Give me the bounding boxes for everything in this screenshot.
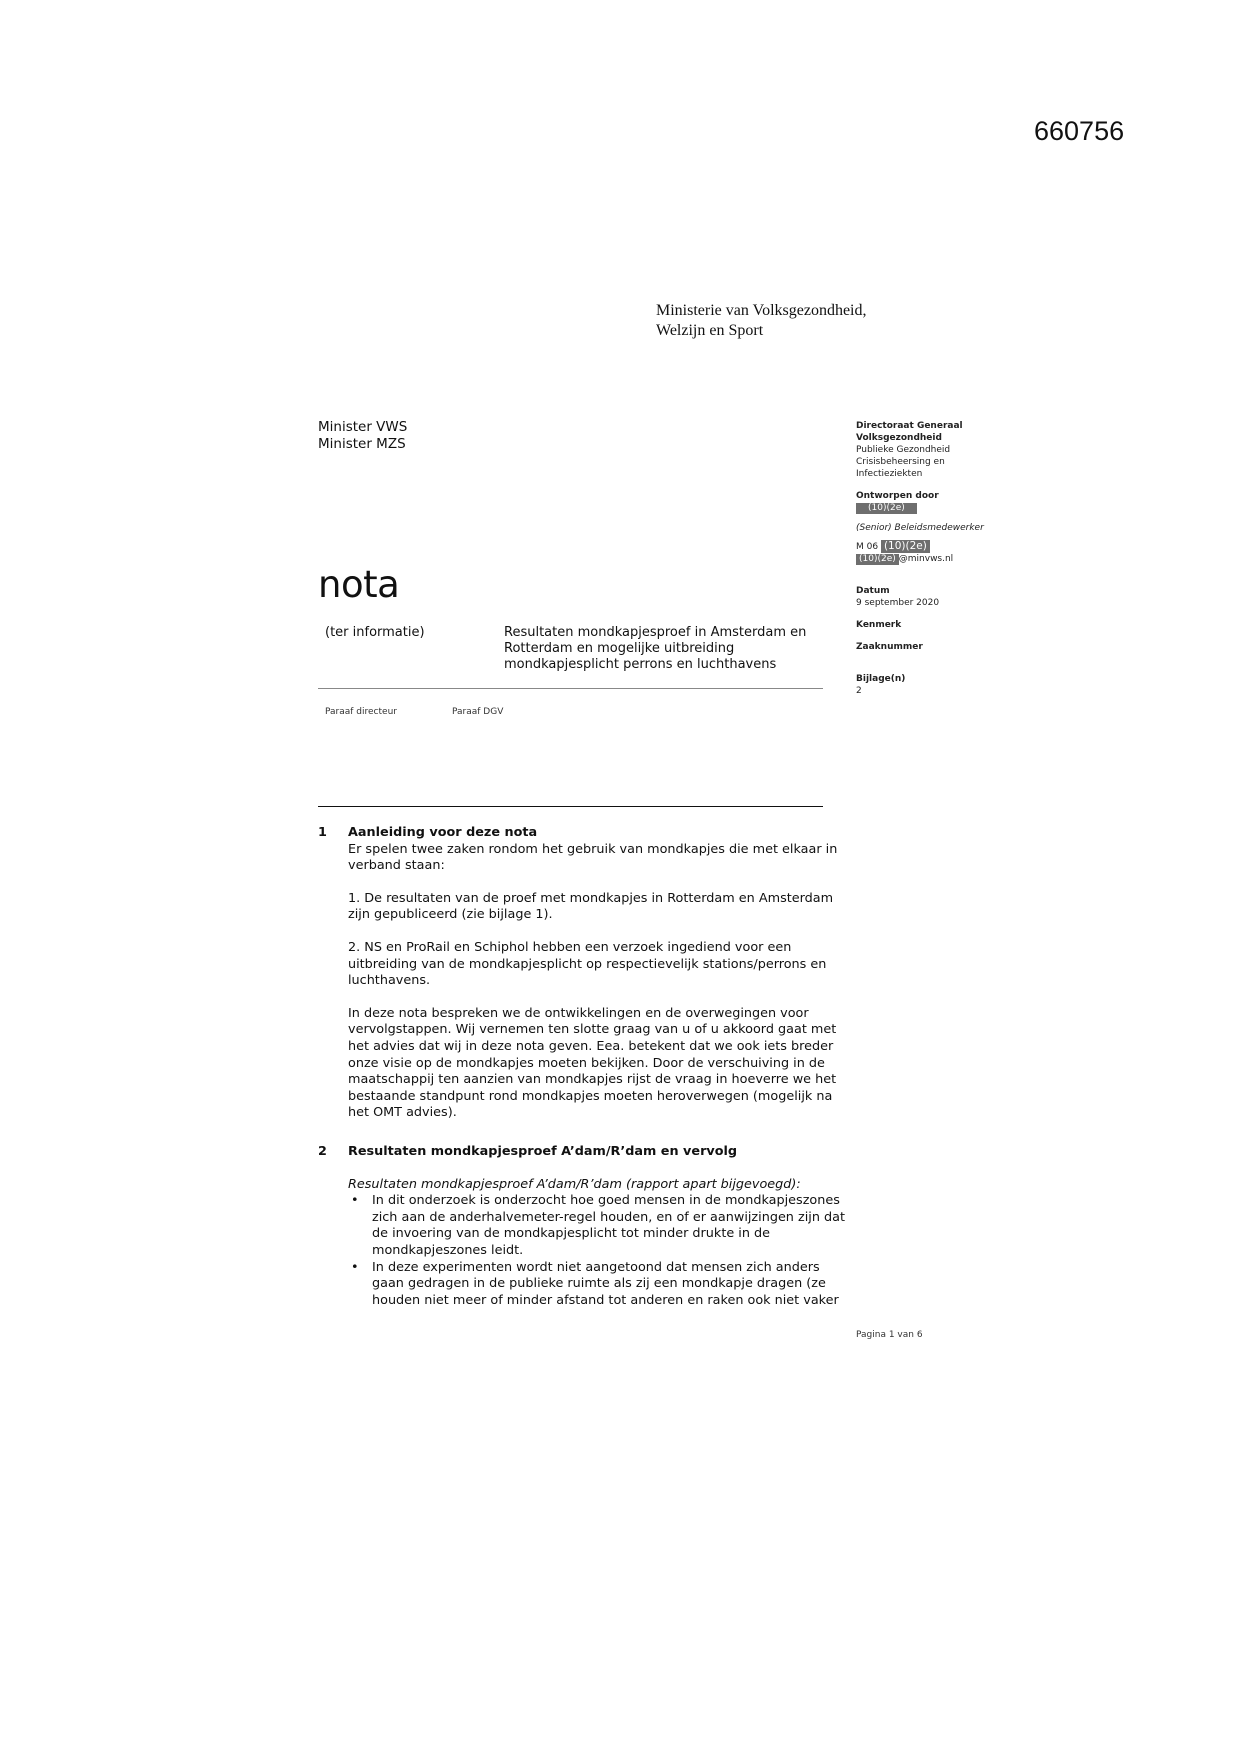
section-1-paragraph: In deze nota bespreken we de ontwikkelingen en de overwegingen voor vervolgstappen. Wij vernemen ten slotte graag van u of u akkoord gaat met het advies dat wij in deze nota geven. Eea. betekent dat we ook iets breder onze visie op de mondkapjes moeten bekijken. Door de verschuiving in de maatschappij ten aanzien van mondkapjes rijst de vraag in hoeverre we het bestaande standpunt rond mondkapjes moeten heroverwegen (mogelijk na het OMT advies).	[348, 1005, 837, 1121]
email-suffix: @minvws.nl	[898, 554, 954, 564]
addressee-2: Minister MZS	[318, 436, 406, 452]
author-redaction: (10)(2e)	[856, 503, 917, 514]
divider-bottom	[318, 806, 823, 807]
bijlage-value: 2	[856, 686, 862, 696]
datum-label: Datum	[856, 586, 890, 596]
sidebar-meta	[856, 585, 1016, 697]
author-role: (Senior) Beleidsmedewerker	[856, 523, 984, 533]
section-2-bullets	[348, 1193, 848, 1309]
bijlage-label: Bijlage(n)	[856, 674, 906, 684]
sidebar-author	[856, 490, 1016, 565]
section-1	[318, 825, 848, 1122]
phone-prefix: M 06	[856, 542, 879, 552]
datum-value: 9 september 2020	[856, 598, 940, 608]
section-2-number: 2	[318, 1144, 327, 1159]
phone-redaction: (10)(2e)	[881, 540, 930, 553]
page-footer: Pagina 1 van 6	[856, 1330, 923, 1340]
ministry-line-2: Welzijn en Sport	[656, 322, 764, 339]
list-item: • In dit onderzoek is onderzocht hoe goed mensen in de mondkapjeszones zich aan de anderhalvemeter-regel houden, en of er aanwijzingen zijn dat de invoering van de mondkapjesplicht tot minder drukte in de mondkapjeszones leidt.	[351, 1193, 845, 1258]
list-item: • In deze experimenten wordt niet aangetoond dat mensen zich anders gaan gedragen in de publieke ruimte als zij een mondkapje dragen (ze houden niet meer of minder afstand tot anderen en raken ook niet vaker	[351, 1259, 839, 1308]
section-1-intro: Er spelen twee zaken rondom het gebruik van mondkapjes die met elkaar in verband staan:	[348, 841, 838, 874]
subject-text: Resultaten mondkapjesproef in Amsterdam en Rotterdam en mogelijke uitbreiding mondkapjesplicht perrons en luchthavens	[504, 625, 807, 672]
dg-line-1: Directoraat Generaal	[856, 421, 963, 431]
section-1-title: Aanleiding voor deze nota	[348, 825, 538, 840]
addressee-1: Minister VWS	[318, 419, 408, 435]
ter-informatie-label: (ter informatie)	[325, 625, 425, 640]
paraaf-dgv: Paraaf DGV	[452, 707, 504, 717]
addressees	[318, 419, 407, 453]
ontworpen-label: Ontworpen door	[856, 491, 939, 501]
email-redaction: (10)(2e)	[856, 554, 899, 565]
sidebar-department	[856, 420, 1016, 480]
section-2-title: Resultaten mondkapjesproef A’dam/R’dam en vervolg	[348, 1144, 738, 1159]
document-number: 660756	[1034, 116, 1125, 146]
zaaknummer-label: Zaaknummer	[856, 642, 923, 652]
document-title: nota	[318, 563, 400, 606]
kenmerk-label: Kenmerk	[856, 620, 902, 630]
ministry-line-1: Ministerie van Volksgezondheid,	[656, 302, 867, 319]
ministry-logo-text	[656, 301, 867, 341]
section-1-point-2: 2. NS en ProRail en Schiphol hebben een verzoek ingediend voor een uitbreiding van de mondkapjesplicht op respectievelijk stations/perrons en luchthavens.	[348, 939, 827, 989]
divider-top	[318, 688, 823, 689]
section-1-point-1: 1. De resultaten van de proef met mondkapjes in Rotterdam en Amsterdam zijn gepubliceerd (zie bijlage 1).	[348, 890, 834, 923]
section-2	[318, 1144, 848, 1309]
section-1-number: 1	[318, 825, 327, 840]
dept-line-1: Publieke Gezondheid	[856, 445, 951, 455]
dept-line-2: Crisisbeheersing en	[856, 457, 945, 467]
paraaf-directeur: Paraaf directeur	[325, 707, 397, 717]
dg-line-2: Volksgezondheid	[856, 433, 942, 443]
dept-line-3: Infectieziekten	[856, 469, 923, 479]
bullet-1-text: In dit onderzoek is onderzocht hoe goed mensen in de mondkapjeszones zich aan de anderhalvemeter-regel houden, en of er aanwijzingen zijn dat de invoering van de mondkapjesplicht tot minder drukte in de mondkapjeszones leidt.	[372, 1193, 845, 1258]
bullet-2-text: In deze experimenten wordt niet aangetoond dat mensen zich anders gaan gedragen in de publieke ruimte als zij een mondkapje dragen (ze houden niet meer of minder afstand tot anderen en raken ook niet vaker	[372, 1259, 839, 1308]
section-2-subtitle: Resultaten mondkapjesproef A’dam/R’dam (rapport apart bijgevoegd):	[348, 1176, 801, 1192]
